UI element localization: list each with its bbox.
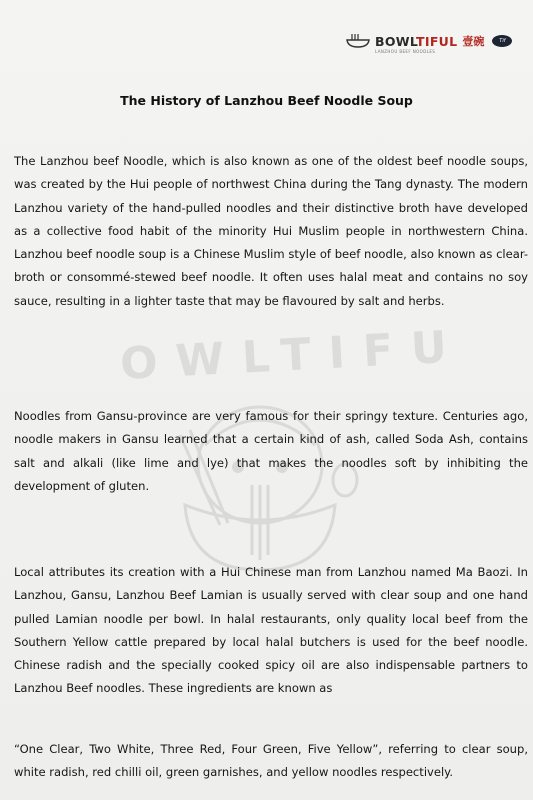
- paragraph-five-elements: “One Clear, Two White, Three Red, Four Green, Five Yellow”, referring to clear soup, white radish, red chilli oil, green garnishes, and yellow noodles respectively.: [14, 742, 528, 780]
- brand-name: BOWLTIFUL: [375, 33, 458, 49]
- brand-badge: Tif: [492, 35, 512, 47]
- brand-tagline: LANZHOU BEEF NOODLES: [375, 49, 436, 54]
- paragraph-ma-baozi: Local attributes its creation with a Hui Chinese man from Lanzhou named Ma Baozi. In Lanzhou, Gansu, Lanzhou Beef Lamian is usually served with clear soup and one hand pulled Lamian noodle per bowl. In halal restaurants, only quality local beef from the Southern Yellow cattle prepared by local halal butchers is used for the beef noodle. Chinese radish and the specially cooked spicy oil are also indispensable partners to Lanzhou Beef noodles. These ingredients are known as: [14, 565, 528, 696]
- brand-chinese-name: 壹碗: [462, 35, 485, 48]
- watermark-text: OWLTIFU: [118, 321, 466, 390]
- document-title: The History of Lanzhou Beef Noodle Soup: [120, 93, 413, 108]
- paragraph-origin: The Lanzhou beef Noodle, which is also known as one of the oldest beef noodle soups, was created by the Hui people of northwest China during the Tang dynasty. The modern Lanzhou variety of the hand-pulled noodles and their distinctive broth have developed as a collective food habit of the minority Hui Muslim people in northwestern China. Lanzhou beef noodle soup is a Chinese Muslim style of beef noodle, also known as clear-broth or consommé-stewed beef noodle. It often uses halal meat and contains no soy sauce, resulting in a lighter taste that may be flavoured by salt and herbs.: [14, 154, 528, 308]
- brand-logo: [345, 33, 512, 54]
- paragraph-gansu-noodles: Noodles from Gansu-province are very famous for their springy texture. Centuries ago, noodle makers in Gansu learned that a certain kind of ash, called Soda Ash, contains salt and alkali (like lime and lye) that makes the noodles soft by inhibiting the development of gluten.: [14, 409, 528, 493]
- bowl-icon: [345, 33, 371, 49]
